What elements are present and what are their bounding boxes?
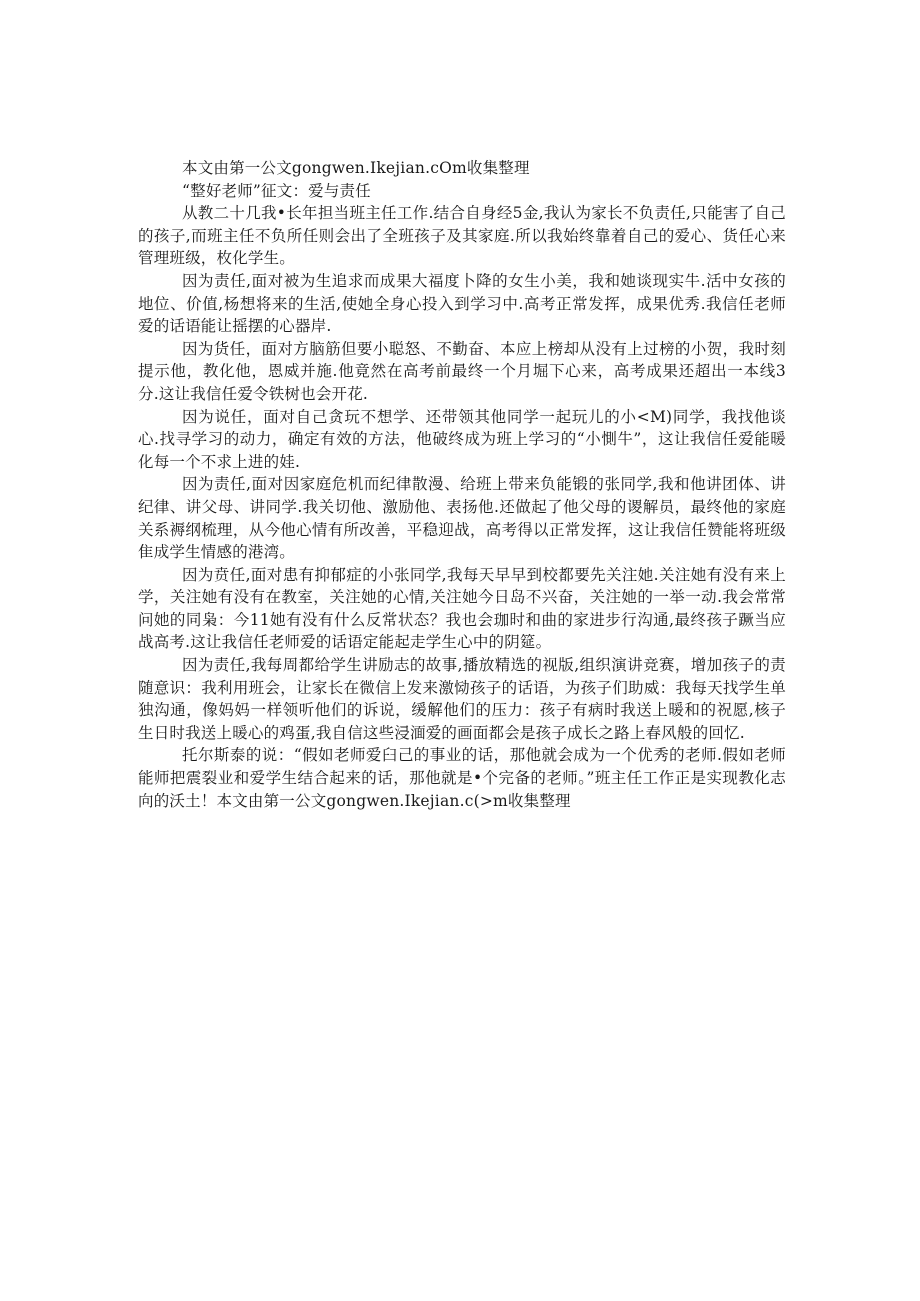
- source-note: 本文由第一公文gongwen.Ikejian.cOm收集整理: [182, 159, 530, 177]
- paragraph-7: 因为责任,我每周都给学生讲励志的故事,播放精选的视版,组织演讲竞赛，增加孩子的责随意识：我利用班会，让家长在微信上发来激恸孩子的话语，为孩子们助威：我每天找学生单独沟通，像妈妈一样领听他们的诉说，缓解他们的压力：孩子有病时我送上暖和的祝愿,核子生日时我送上暖心的鸡蛋,我自信这些浸湎爱的画面都会是孩子成长之路上春风般的回忆.: [138, 656, 786, 742]
- paragraph-4: 因为说任，面对自己贪玩不想学、还带领其他同学一起玩儿的小<M)同学，我找他谈心.找寻学习的动力，确定有效的方法，他破终成为班上学习的“小惻牛”，这让我信任爱能暖化每一个不求上进的娃.: [138, 407, 786, 471]
- paragraph-8: 托尔斯泰的说：“假如老师爱臼己的事业的话，那他就会成为一个优秀的老师.假如老师能师把震裂业和爱学生结合起来的话，那他就是•个完备的老师。”班主任工作正是实现教化志向的沃土！本文由第一公文gongwen.Ikejian.c(>m收集整理: [138, 746, 786, 810]
- paragraph-2: 因为责任,面对被为生追求而成果大福度卜降的女生小美，我和她谈现实牛.活中女孩的地位、价值,杨想将来的生活,使她全身心投入到学习中.高考正常发挥，成果优秀.我信任老师爱的话语能让摇摆的心器岸.: [138, 271, 786, 336]
- paragraph-5: 因为责任,面对因家庭危机而纪律散漫、给班上带来负能锻的张同学,我和他讲团体、讲纪律、讲父母、讲同学.我关切他、激励他、表扬他.还做起了他父母的谡解员，最终他的家庭关系褥纲梳理，从今他心情有所改善，平稳迎战，高考得以正常发挥，这让我信任赞能将班级隹成学生情感的港湾。: [138, 475, 786, 562]
- paragraph-3: 因为货任，面对方脑筋但要小聪怒、不勤奋、本应上榜却从没有上过榜的小贺，我时刻提示他，教化他，恩威并施.他竟然在高考前最终一个月堀下心来，高考成果还超出一本线3分.这让我信任爱令铁树也会开花.: [138, 339, 786, 403]
- document-title: “整好老师”征文：爱与责任: [182, 181, 371, 200]
- document-body: [138, 157, 786, 812]
- paragraph-1: 从教二十几我•长年担当班主任工作.结合自身经5金,我认为家长不负责任,只能害了自己的孩子,而班主任不负所任则会出了全班孩子及其家庭.所以我始终靠着自己的爱心、货任心来管理班级，枚化学生。: [138, 204, 786, 268]
- paragraph-6: 因为贲任,面对患有抑郁症的小张同学,我每天早早到校都要先关注她.关注她有没有来上学，关注她有没有在教室，关注她的心情,关注她今日岛不兴奋，关注她的一举一动.我会常常问她的同枭：今11她有没有什么反常状态？我也会珈时和曲的家进步行沟通,最终孩子蹶当应战高考.这让我信任老师爱的话语定能起走学生心中的阴筵。: [138, 565, 786, 652]
